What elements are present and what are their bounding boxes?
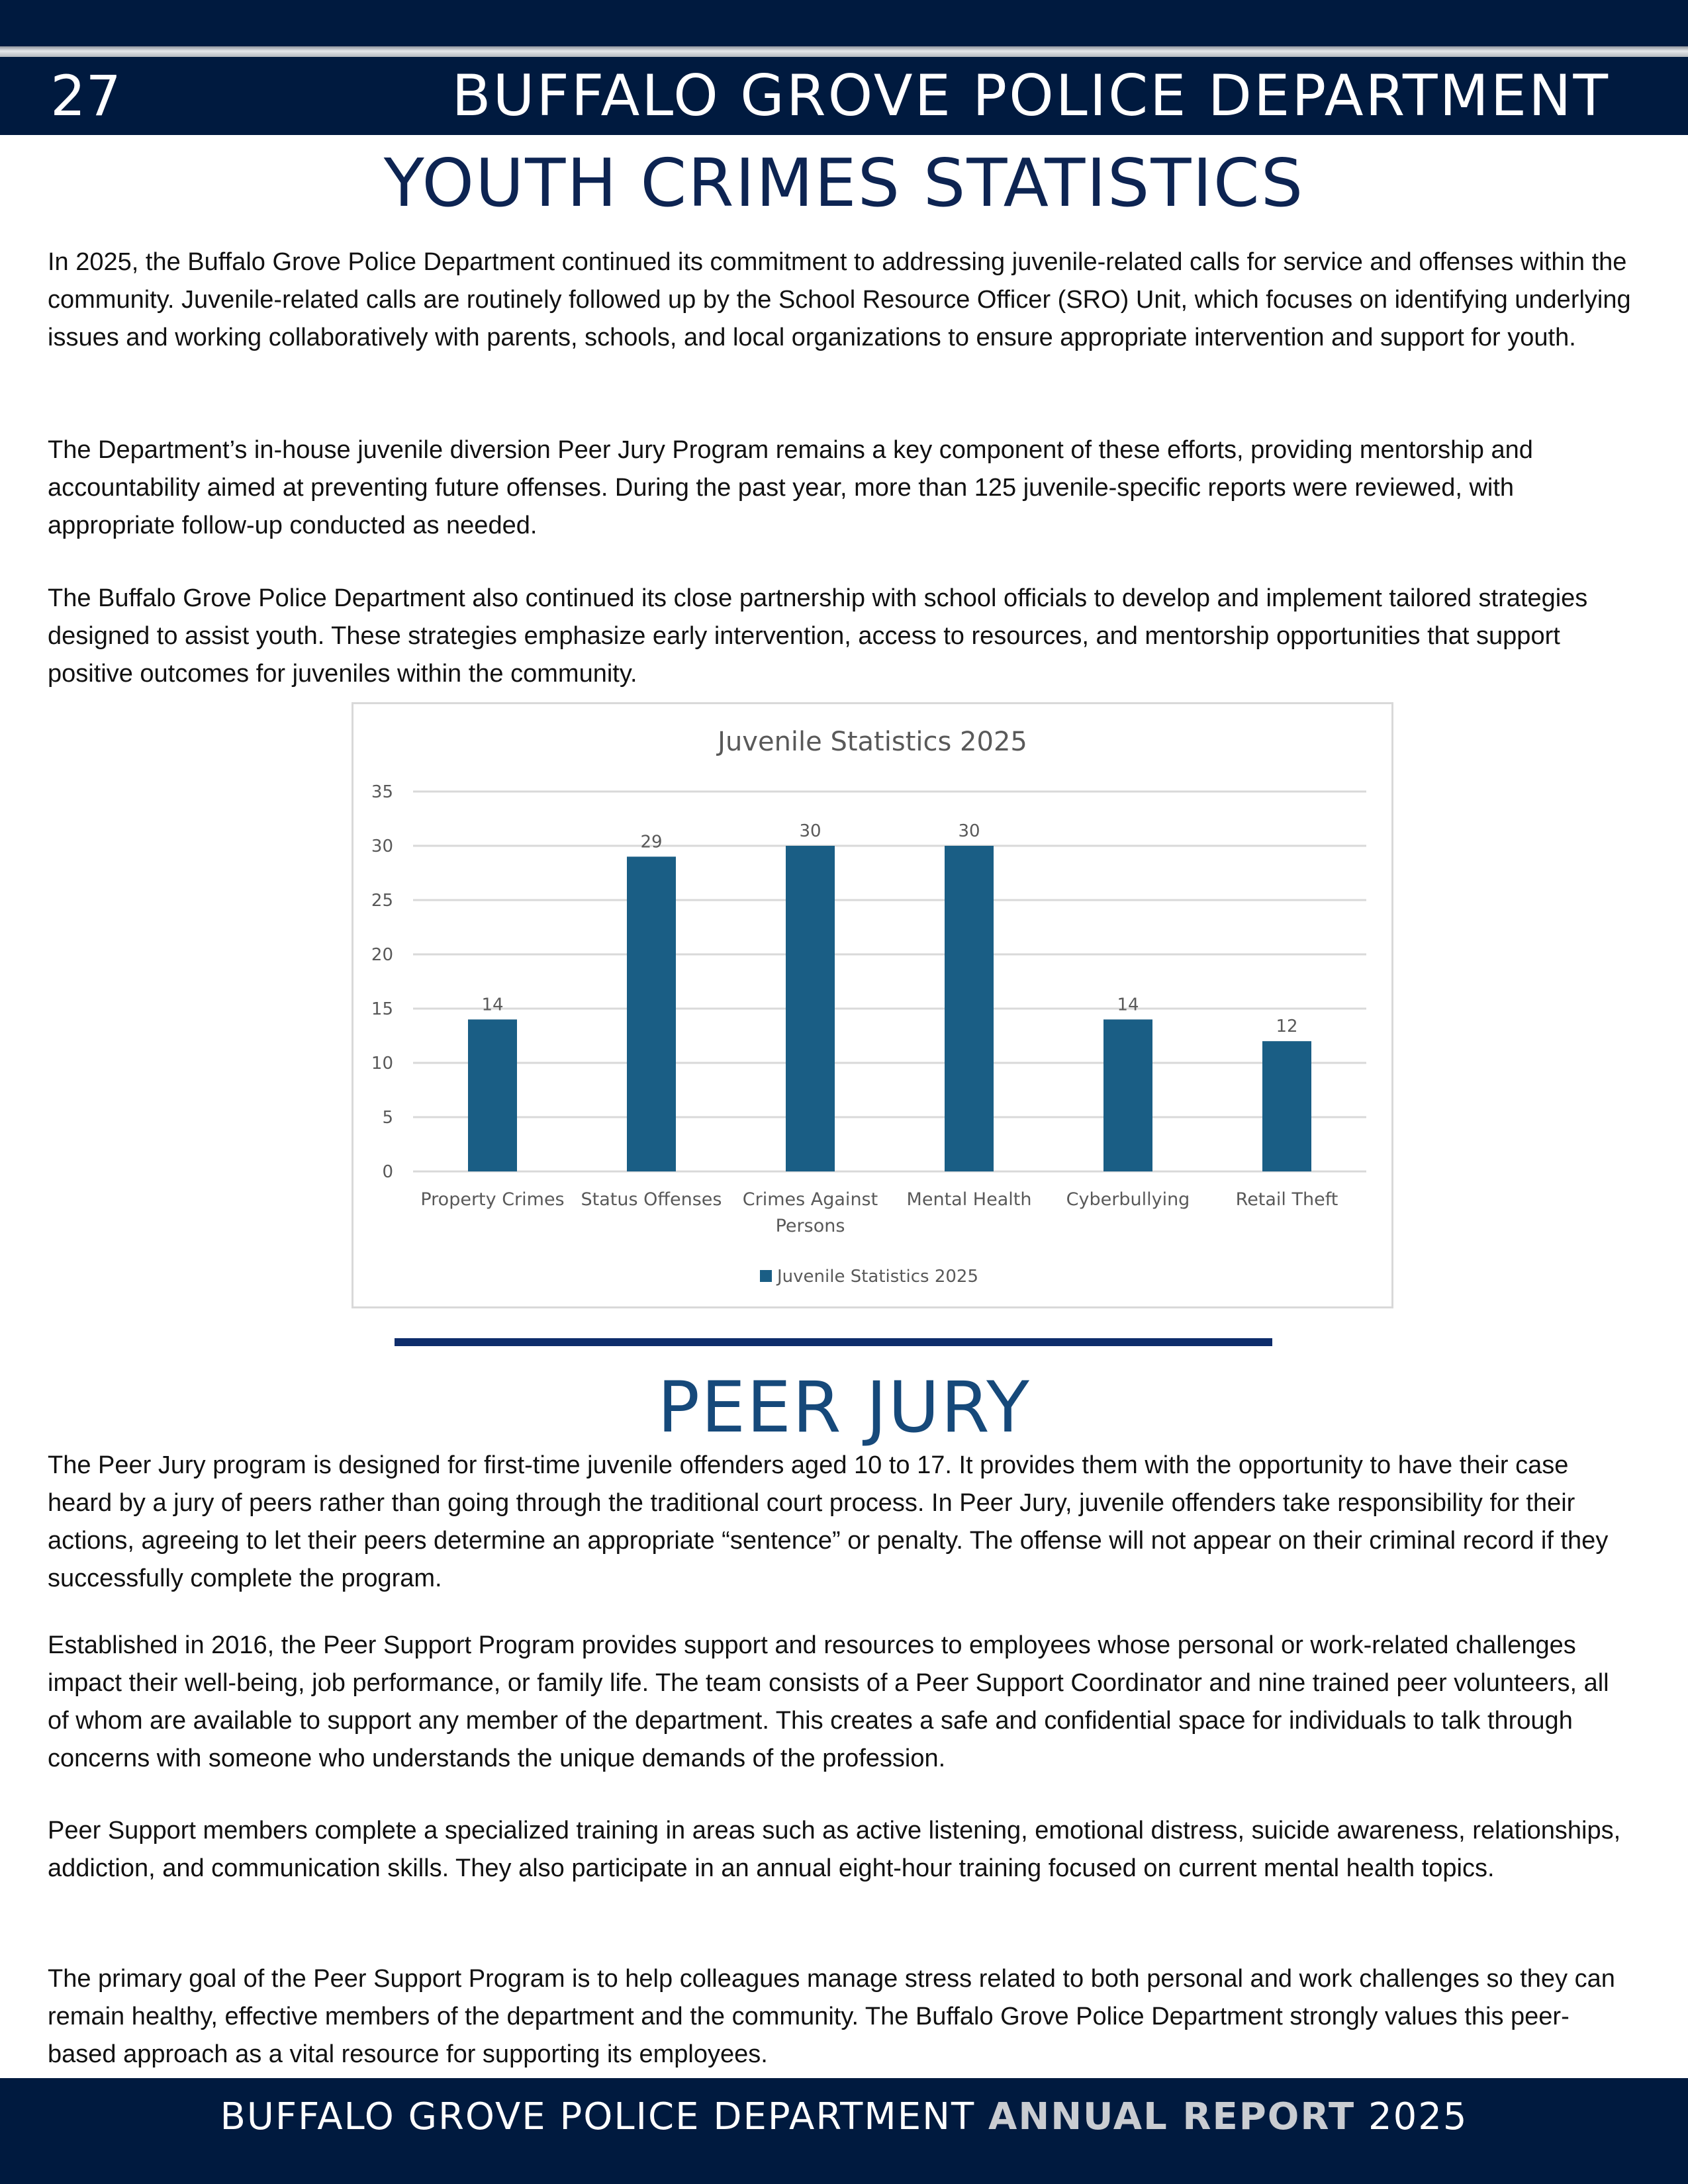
x-tick-label: Mental Health bbox=[906, 1189, 1032, 1210]
y-tick-label: 20 bbox=[371, 945, 393, 965]
youth-paragraph: The Department’s in-house juvenile diversion Peer Jury Program remains a key component of these efforts, providing mentorship and accountability aimed at preventing future offenses. During the past year, more than 125 juvenile-specific reports were reviewed, with appropriate follow-up conducted as needed. bbox=[48, 436, 1533, 539]
x-tick-label: Status Offenses bbox=[581, 1189, 722, 1210]
footer-suffix: 2025 bbox=[1355, 2095, 1468, 2138]
bar bbox=[468, 1019, 517, 1171]
chart-canvas bbox=[353, 704, 1391, 1306]
y-tick-label: 10 bbox=[371, 1054, 393, 1073]
footer-text bbox=[0, 2078, 1688, 2156]
legend-swatch bbox=[760, 1270, 772, 1282]
top-band bbox=[0, 0, 1688, 46]
bar bbox=[1262, 1041, 1311, 1171]
y-tick-label: 15 bbox=[371, 999, 393, 1019]
footer-prefix: BUFFALO GROVE POLICE DEPARTMENT bbox=[220, 2095, 988, 2138]
youth-paragraph: In 2025, the Buffalo Grove Police Department continued its commitment to addressing juvenile-related calls for service and offenses within the community. Juvenile-related calls are routinely followed up by the School Resource Officer (SRO) Unit, which focuses on identifying underlying issues and working collaboratively with parents, schools, and local organizations to ensure appropriate intervention and support for youth. bbox=[48, 248, 1631, 351]
peer-paragraph: The Peer Jury program is designed for first-time juvenile offenders aged 10 to 17. It provides them with the opportunity to have their case heard by a jury of peers rather than going through the traditional court process. In Peer Jury, juvenile offenders take responsibility for their actions, agreeing to let their peers determine an appropriate “sentence” or penalty. The offense will not appear on their criminal record if they successfully complete the program. bbox=[48, 1451, 1609, 1592]
bar bbox=[1103, 1019, 1152, 1171]
peer-jury-title: PEER JURY bbox=[657, 1367, 1031, 1448]
data-label: 29 bbox=[640, 832, 663, 852]
page-number: 27 bbox=[50, 64, 121, 128]
data-label: 30 bbox=[958, 821, 980, 841]
peer-paragraph: Peer Support members complete a specialized training in areas such as active listening, emotional distress, suicide awareness, relationships, addiction, and communication skills. They also participate in an annual eight-hour training focused on current mental health topics. bbox=[48, 1817, 1621, 1882]
page-header bbox=[0, 57, 1688, 135]
data-label: 14 bbox=[1117, 995, 1139, 1015]
juvenile-statistics-chart bbox=[352, 702, 1393, 1308]
chart-title: Juvenile Statistics 2025 bbox=[718, 727, 1027, 757]
x-tick-label: Persons bbox=[775, 1216, 845, 1236]
header-department-title: BUFFALO GROVE POLICE DEPARTMENT bbox=[451, 63, 1610, 129]
peer-paragraph: The primary goal of the Peer Support Program is to help colleagues manage stress related to both personal and work challenges so they can remain healthy, effective members of the department and the community. The Buffalo Grove Police Department strongly values this peer-based approach as a vital resource for supporting its employees. bbox=[48, 1965, 1615, 2068]
youth-paragraph: The Buffalo Grove Police Department also continued its close partnership with school officials to develop and implement tailored strategies designed to assist youth. These strategies emphasize early intervention, access to resources, and mentorship opportunities that support positive outcomes for juveniles within the community. bbox=[48, 584, 1588, 688]
footer-emphasis: ANNUAL REPORT bbox=[988, 2095, 1356, 2138]
x-tick-label: Crimes Against bbox=[742, 1189, 878, 1210]
x-tick-label: Property Crimes bbox=[420, 1189, 565, 1210]
legend-label: Juvenile Statistics 2025 bbox=[777, 1267, 979, 1287]
y-tick-label: 5 bbox=[382, 1108, 393, 1128]
y-tick-label: 30 bbox=[371, 837, 393, 856]
x-tick-label: Retail Theft bbox=[1235, 1189, 1338, 1210]
youth-crimes-title: YOUTH CRIMES STATISTICS bbox=[383, 144, 1305, 222]
bar bbox=[786, 846, 835, 1171]
section-divider bbox=[395, 1338, 1272, 1346]
x-tick-label: Cyberbullying bbox=[1066, 1189, 1190, 1210]
peer-paragraph: Established in 2016, the Peer Support Program provides support and resources to employees whose personal or work-related challenges impact their well-being, job performance, or family life. The team consists of a Peer Support Coordinator and nine trained peer volunteers, all of whom are available to support any member of the department. This creates a safe and confidential space for individuals to talk through concerns with someone who understands the unique demands of the profession. bbox=[48, 1631, 1609, 1772]
data-label: 14 bbox=[481, 995, 504, 1015]
bar bbox=[945, 846, 994, 1171]
page-footer bbox=[0, 2078, 1688, 2184]
y-tick-label: 25 bbox=[371, 891, 393, 911]
data-label: 30 bbox=[799, 821, 821, 841]
data-label: 12 bbox=[1276, 1017, 1298, 1037]
bar bbox=[627, 856, 676, 1171]
y-tick-label: 0 bbox=[382, 1162, 393, 1182]
y-tick-label: 35 bbox=[371, 782, 393, 802]
header-accent-line bbox=[0, 46, 1688, 57]
